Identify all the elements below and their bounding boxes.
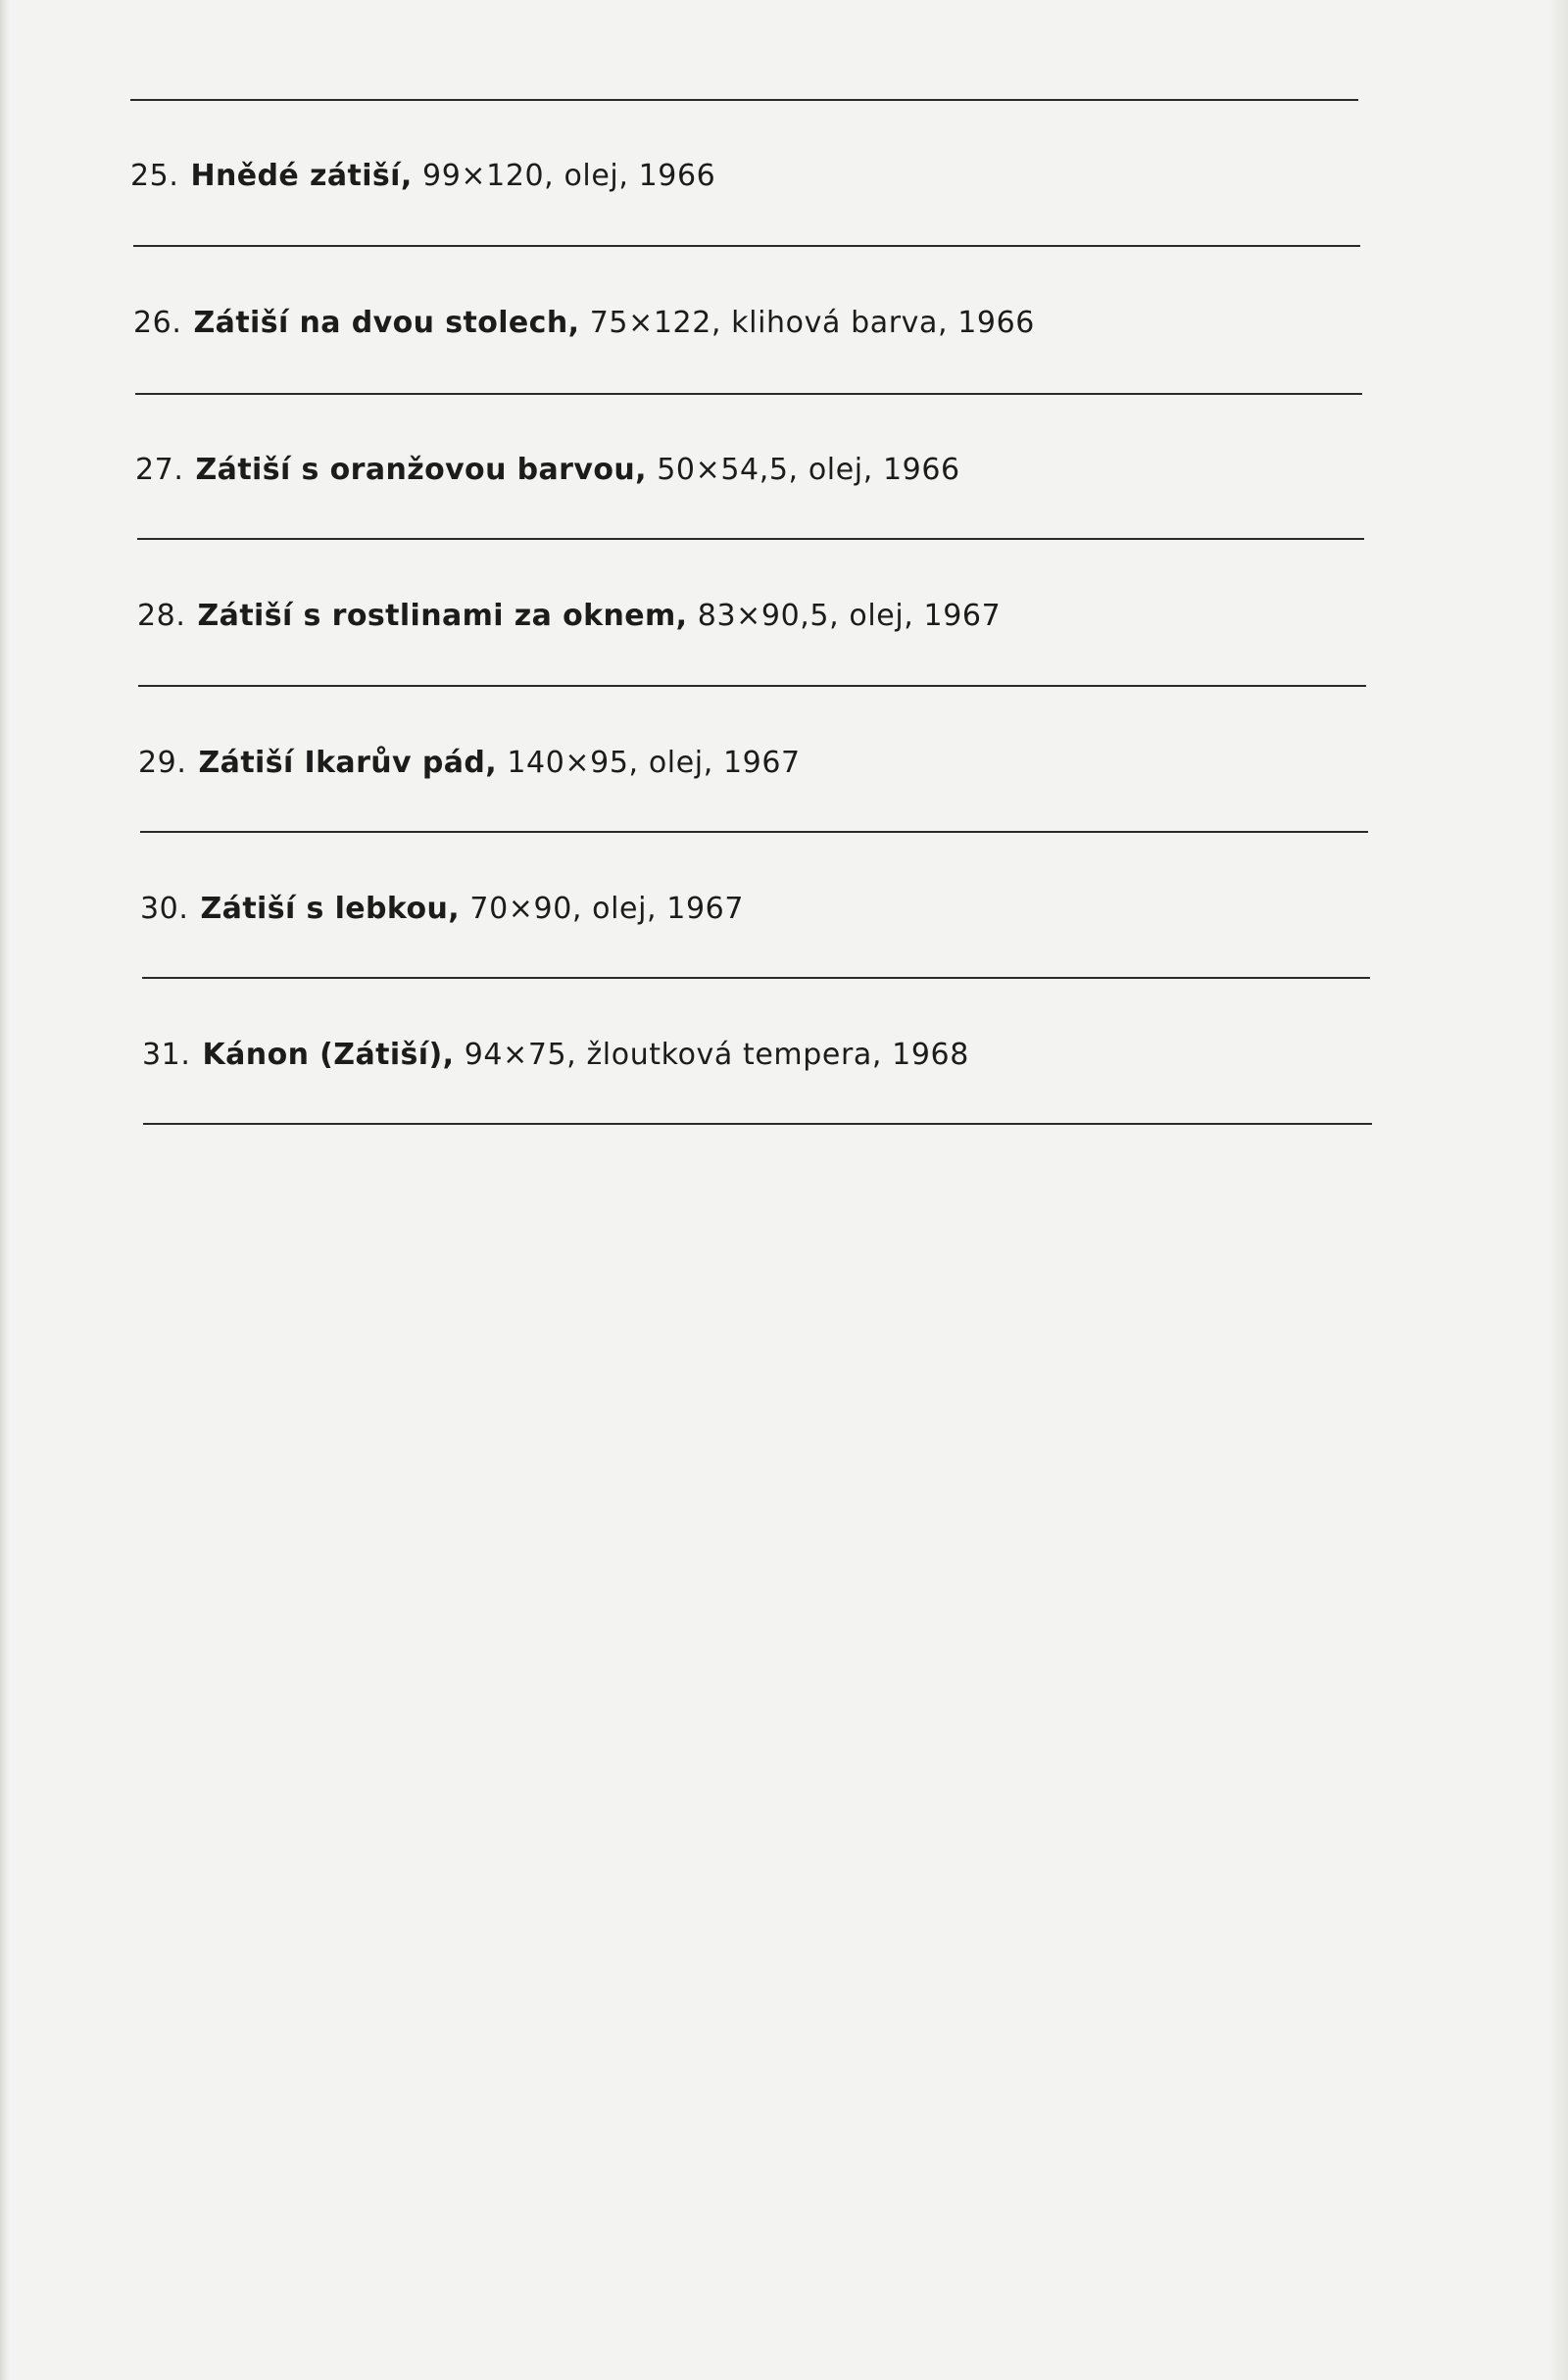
divider-rule: [138, 685, 1366, 687]
entry-separator: ,: [635, 453, 648, 487]
entry-number: 29.: [138, 746, 187, 780]
catalog-entry-26: [133, 306, 1035, 341]
entry-separator: ,: [448, 892, 461, 926]
entry-separator: ,: [675, 599, 688, 633]
entry-number: 28.: [137, 599, 186, 633]
entry-title: Zátiší Ikarův pád: [198, 746, 486, 780]
entry-details: 94×75, žloutková tempera, 1968: [464, 1038, 969, 1072]
entry-title: Zátiší s oranžovou barvou: [195, 453, 636, 487]
entry-details: 50×54,5, olej, 1966: [657, 453, 960, 487]
entry-title: Hnědé zátiší: [190, 159, 401, 193]
entry-details: 99×120, olej, 1966: [422, 159, 716, 193]
divider-rule: [140, 831, 1368, 833]
entry-title: Zátiší na dvou stolech: [193, 306, 568, 340]
entry-separator: ,: [567, 306, 580, 340]
catalog-entry-31: [142, 1038, 969, 1073]
entry-number: 30.: [140, 892, 189, 926]
entry-details: 83×90,5, olej, 1967: [697, 599, 1002, 633]
entry-title: Kánon (Zátiší): [202, 1038, 443, 1072]
entry-number: 31.: [142, 1038, 191, 1072]
entry-separator: ,: [400, 159, 413, 193]
entry-number: 25.: [130, 159, 179, 193]
entry-details: 75×122, klihová barva, 1966: [589, 306, 1035, 340]
divider-rule: [135, 393, 1362, 395]
entry-separator: ,: [442, 1038, 455, 1072]
catalog-entry-28: [137, 599, 1001, 634]
catalog-entry-27: [135, 453, 960, 488]
entry-separator: ,: [485, 746, 498, 780]
entry-number: 27.: [135, 453, 184, 487]
divider-rule: [133, 245, 1360, 247]
entry-title: Zátiší s rostlinami za oknem: [197, 599, 676, 633]
divider-rule: [143, 1123, 1372, 1125]
catalog-entry-30: [140, 892, 744, 927]
catalog-entry-25: [130, 159, 715, 194]
divider-rule: [137, 538, 1364, 540]
entry-details: 70×90, olej, 1967: [469, 892, 745, 926]
catalog-entry-29: [138, 746, 801, 781]
divider-rule: [130, 99, 1358, 101]
entry-details: 140×95, olej, 1967: [507, 746, 801, 780]
entry-number: 26.: [133, 306, 182, 340]
divider-rule: [142, 977, 1370, 979]
entry-title: Zátiší s lebkou: [200, 892, 449, 926]
